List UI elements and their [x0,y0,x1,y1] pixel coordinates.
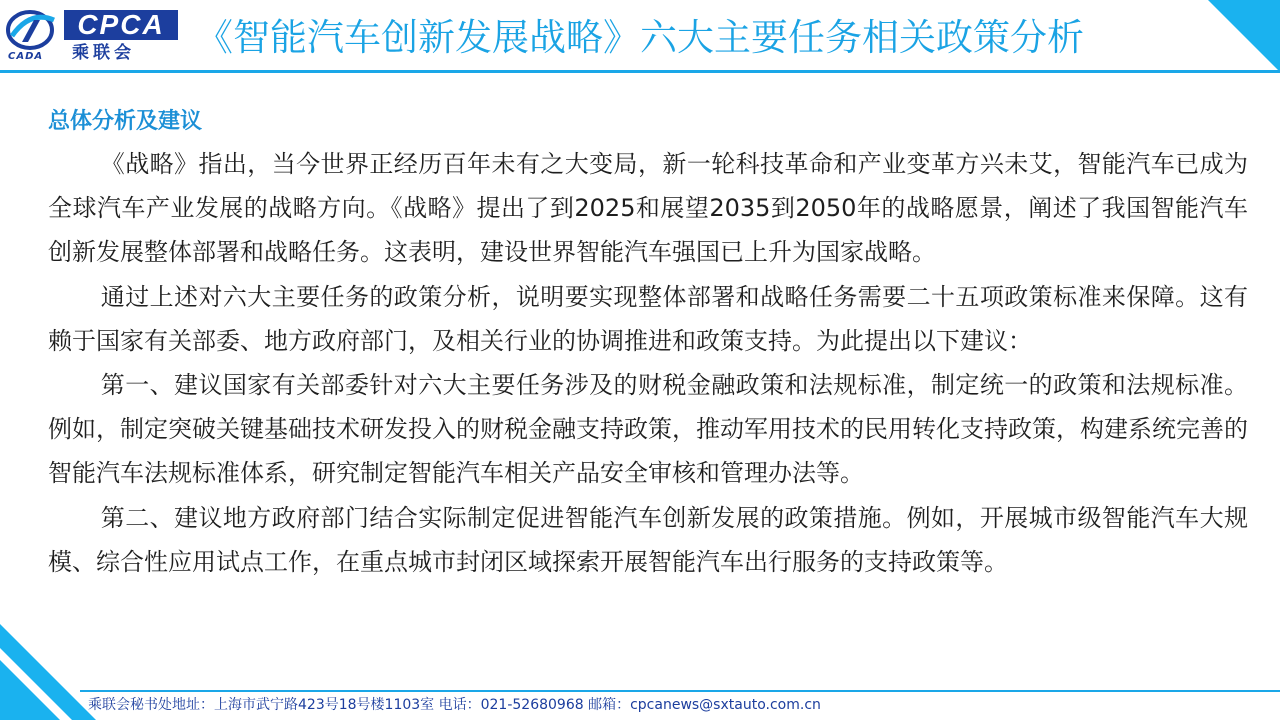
header-divider [0,70,1280,73]
paragraph-strategy-overview: 《战略》指出，当今世界正经历百年未有之大变局，新一轮科技革命和产业变革方兴未艾，智能汽车已成为全球汽车产业发展的战略方向。《战略》提出了到2025和展望2035到2050年的战略愿景，阐述了我国智能汽车创新发展整体部署和战略任务。这表明，建设世界智能汽车强国已上升为国家战略。 [48,150,1248,267]
cpca-logo-text: CPCA [64,10,178,40]
paragraph-suggestion-one: 第一、建议国家有关部委针对六大主要任务涉及的财税金融政策和法规标准，制定统一的政策和法规标准。例如，制定突破关键基础技术研发投入的财税金融支持政策，推动军用技术的民用转化支持政策，构建系统完善的智能汽车法规标准体系，研究制定智能汽车相关产品安全审核和管理办法等。 [48,371,1248,488]
cpca-logo-chinese: 乘联会 [72,43,135,63]
footer-corner-inner [0,660,60,720]
slide-content [48,104,1248,584]
page-title: 《智能汽车创新发展战略》六大主要任务相关政策分析 [196,16,1084,59]
cada-emblem-text: CADA [8,51,44,62]
footer-divider [80,690,1280,692]
footer-contact: 乘联会秘书处地址：上海市武宁路423号18号楼1103室 电话：021-52680968 邮箱：cpcanews@sxtauto.com.cn [88,697,821,713]
section-heading: 总体分析及建议 [48,109,203,134]
cpca-logo [4,6,180,64]
header-corner-decoration [1208,0,1280,72]
slide-header [0,0,1280,76]
paragraph-policy-analysis: 通过上述对六大主要任务的政策分析，说明要实现整体部署和战略任务需要二十五项政策标准来保障。这有赖于国家有关部委、地方政府部门，及相关行业的协调推进和政策支持。为此提出以下建议： [48,282,1248,355]
paragraph-suggestion-two: 第二、建议地方政府部门结合实际制定促进智能汽车创新发展的政策措施。例如，开展城市级智能汽车大规模、综合性应用试点工作，在重点城市封闭区域探索开展智能汽车出行服务的支持政策等。 [48,503,1248,576]
